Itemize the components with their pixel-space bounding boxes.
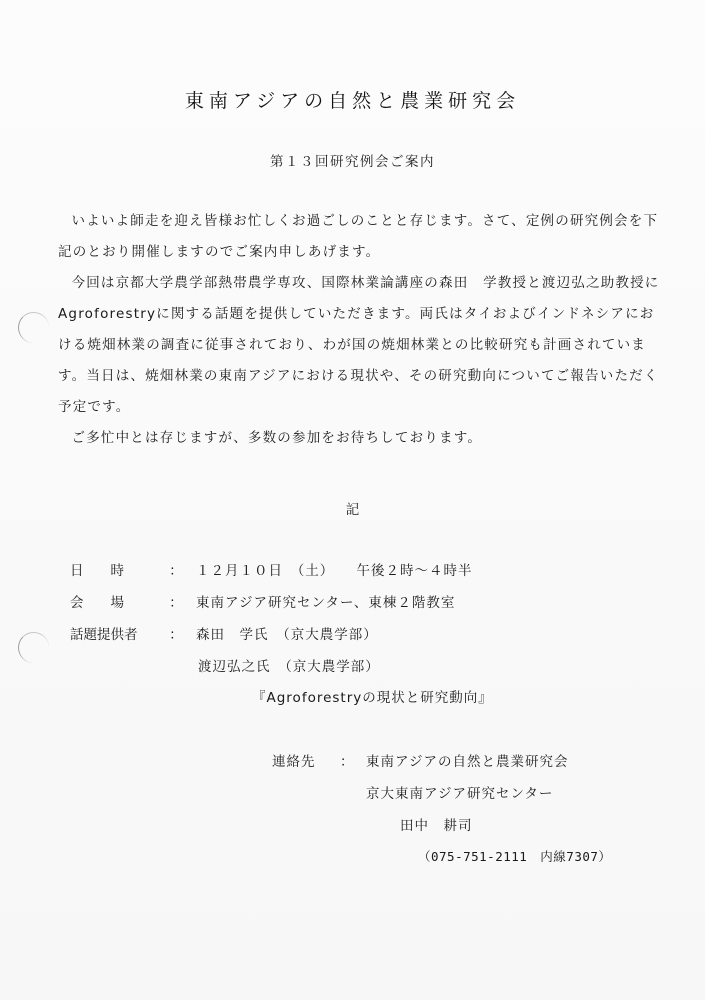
speaker-1: 森田 学氏 （京大農学部） bbox=[196, 627, 378, 643]
speaker-2-row bbox=[198, 657, 380, 677]
ki-heading: 記 bbox=[345, 502, 360, 518]
contact-center: 京大東南アジア研究センター bbox=[366, 786, 554, 802]
colon: ： bbox=[169, 595, 183, 611]
contact-phone: （075-751-2111 内線7307） bbox=[418, 849, 612, 864]
contact-label: 連絡先 bbox=[272, 754, 316, 770]
speakers-row bbox=[70, 625, 378, 645]
topic-title: 『Agroforestryの現状と研究動向』 bbox=[252, 690, 493, 706]
colon: ： bbox=[169, 627, 183, 643]
venue-row bbox=[70, 593, 455, 613]
topic-row bbox=[252, 688, 493, 708]
punch-hole-mark bbox=[18, 312, 49, 343]
speaker-2: 渡辺弘之氏 （京大農学部） bbox=[198, 659, 380, 675]
paragraph: いよいよ師走を迎え皆様お忙しくお過ごしのことと存じます。さて、定例の研究例会を下記のとおり開催しますのでご案内申しあげます。 bbox=[58, 213, 659, 260]
venue-label: 会 場 bbox=[70, 595, 124, 611]
colon: ： bbox=[169, 563, 183, 579]
document-subtitle: 第１３回研究例会ご案内 bbox=[270, 154, 435, 170]
venue-value: 東南アジア研究センター、東棟２階教室 bbox=[196, 595, 456, 611]
document-title: 東南アジアの自然と農業研究会 bbox=[184, 90, 521, 112]
date-row bbox=[70, 561, 473, 581]
contact-organization: 東南アジアの自然と農業研究会 bbox=[366, 754, 569, 770]
body-text bbox=[58, 206, 660, 454]
paragraph: 今回は京都大学農学部熱帯農学専攻、国際林業論講座の森田 学教授と渡辺弘之助教授にAgroforestryに関する話題を提供していただきます。両氏はタイおよびインドネシアにおける焼畑林業の調査に従事されており、わが国の焼畑林業との比較研究も計画されています。当日は、焼畑林業の東南アジアにおける現状や、その研究動向についてご報告いただく予定です。 bbox=[58, 275, 660, 415]
contact-colon: ： bbox=[340, 754, 355, 770]
date-value: １２月１０日 （土） 午後２時～４時半 bbox=[196, 563, 473, 579]
punch-hole-mark bbox=[18, 632, 49, 663]
speakers-label: 話題提供者 bbox=[70, 627, 138, 643]
contact-name: 田中 耕司 bbox=[400, 818, 473, 834]
paragraph: ご多忙中とは存じますが、多数の参加をお待ちしております。 bbox=[71, 430, 483, 446]
date-label: 日 時 bbox=[70, 563, 124, 579]
